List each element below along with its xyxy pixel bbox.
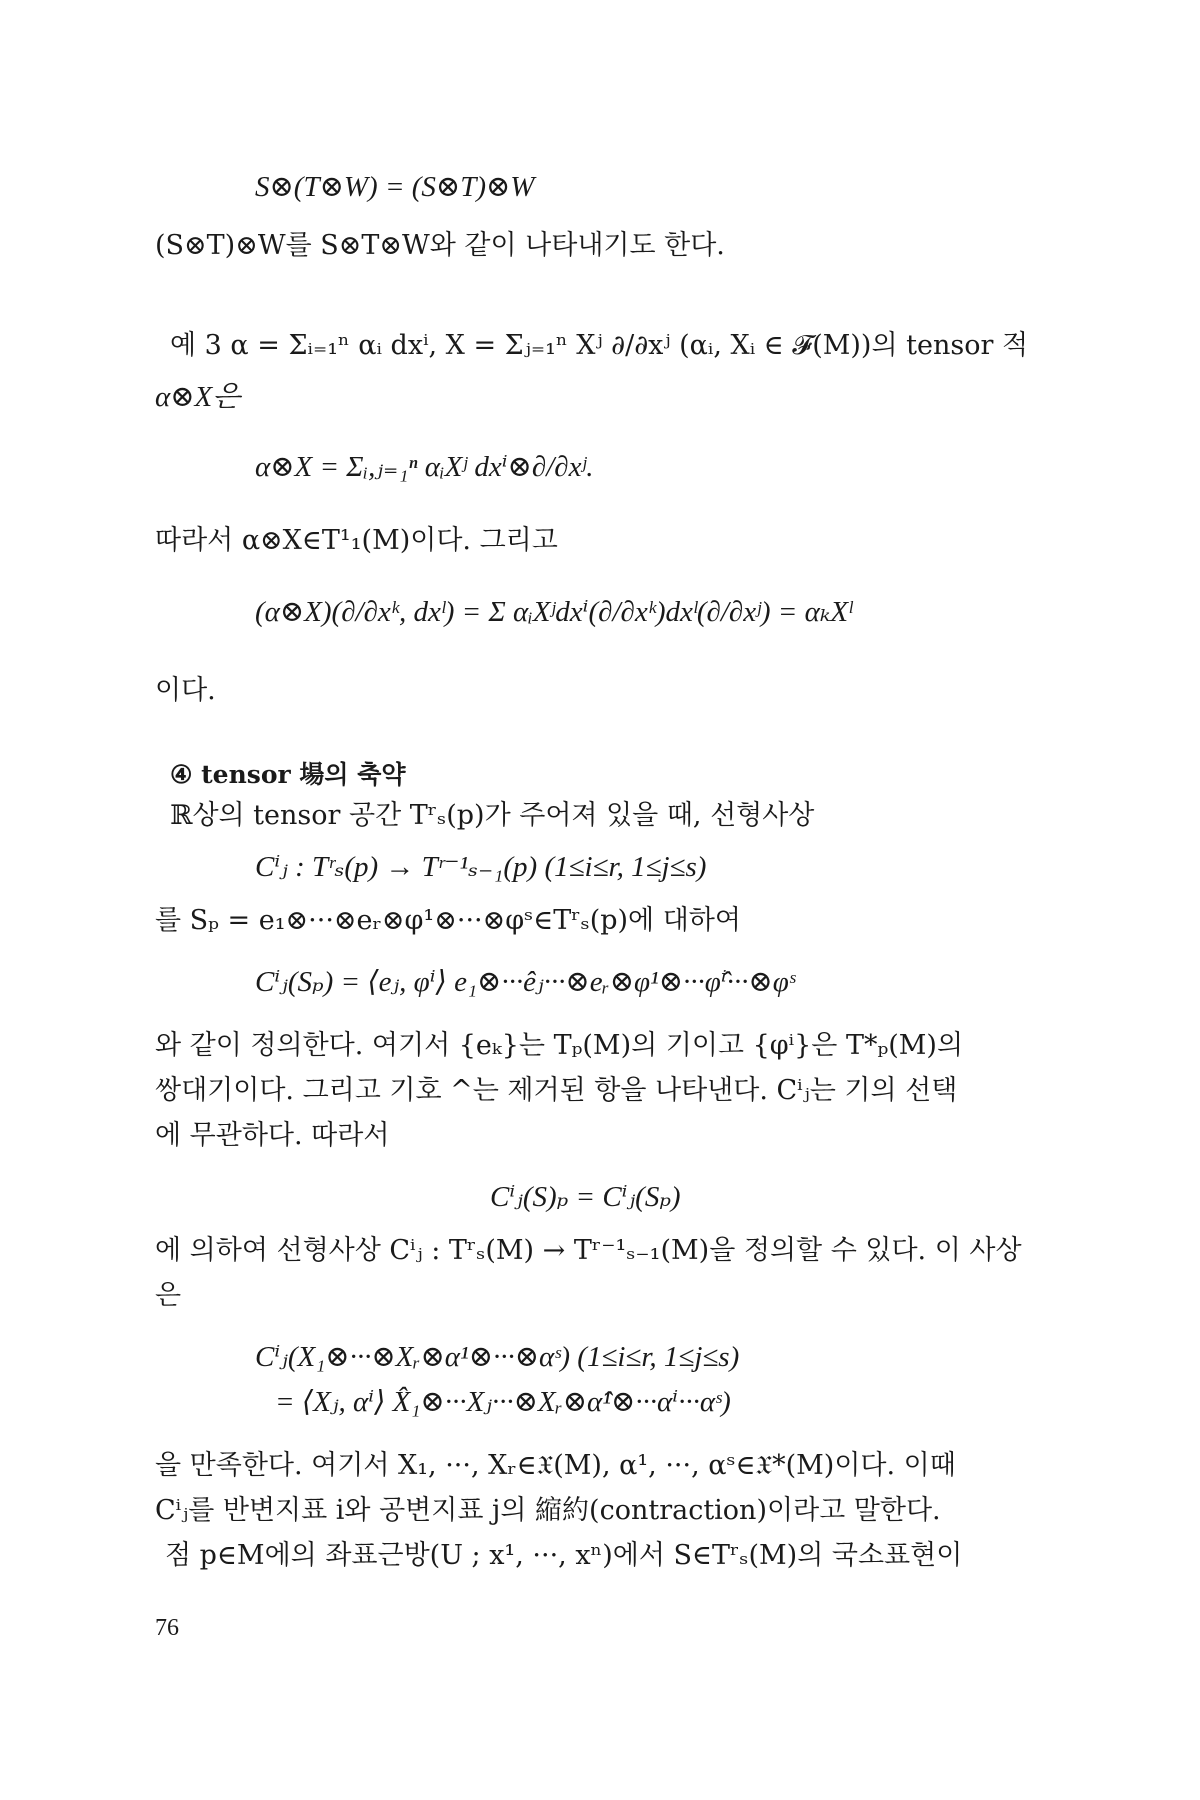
- associativity-note: (S⊗T)⊗W를 S⊗T⊗W와 같이 나타내기도 한다.: [155, 230, 725, 261]
- ida-line: 이다.: [155, 675, 216, 706]
- equation-tensor-product: α⊗X = Σᵢ,ⱼ₌₁ⁿ αᵢXʲ dxⁱ⊗∂/∂xʲ.: [255, 451, 594, 483]
- example-3-continuation: α⊗X은: [155, 381, 241, 413]
- page-number: 76: [155, 1615, 179, 1641]
- therefore-line: 따라서 α⊗X∈T¹₁(M)이다. 그리고: [155, 525, 558, 556]
- equation-satisfy-line-1: Cⁱⱼ(X₁⊗···⊗Xᵣ⊗α¹⊗···⊗αˢ) (1≤i≤r, 1≤j≤s): [255, 1341, 740, 1373]
- paragraph-1-line-3: 에 무관하다. 따라서: [155, 1120, 390, 1151]
- example-3-statement: 예 3 α = Σᵢ₌₁ⁿ αᵢ dxⁱ, X = Σⱼ₌₁ⁿ Xʲ ∂/∂xʲ (αᵢ, Xᵢ ∈ 𝓕(M))의 tensor 적: [170, 330, 1029, 361]
- paragraph-2-line-2: 은: [155, 1280, 182, 1311]
- contraction-for: 를 Sₚ = e₁⊗···⊗eᵣ⊗φ¹⊗···⊗φˢ∈Tʳₛ(p)에 대하여: [155, 905, 741, 936]
- equation-contraction-map: Cⁱⱼ : Tʳₛ(p) → Tʳ⁻¹ₛ₋₁(p) (1≤i≤r, 1≤j≤s): [255, 851, 707, 883]
- paragraph-3-line-1: 을 만족한다. 여기서 X₁, ···, Xᵣ∈𝔛(M), α¹, ···, αˢ∈𝔛*(M)이다. 이때: [155, 1450, 956, 1481]
- paragraph-2-line-1: 에 의하여 선형사상 Cⁱⱼ : Tʳₛ(M) → Tʳ⁻¹ₛ₋₁(M)을 정의할 수 있다. 이 사상: [155, 1235, 1022, 1266]
- contraction-intro: ℝ상의 tensor 공간 Tʳₛ(p)가 주어져 있을 때, 선형사상: [170, 800, 815, 831]
- equation-satisfy-line-2: = ⟨Xⱼ, αⁱ⟩ X̂₁⊗···Xⱼ···⊗Xᵣ⊗α̂¹⊗···αⁱ···αˢ): [275, 1386, 731, 1418]
- paragraph-3-line-2: Cⁱⱼ를 반변지표 i와 공변지표 j의 縮約(contraction)이라고 말한다.: [155, 1495, 941, 1526]
- paragraph-1-line-1: 와 같이 정의한다. 여기서 {eₖ}는 Tₚ(M)의 기이고 {φⁱ}은 T*ₚ(M)의: [155, 1030, 964, 1061]
- equation-associativity: S⊗(T⊗W) = (S⊗T)⊗W: [255, 171, 535, 203]
- paragraph-3-line-3: 점 p∈M에의 좌표근방(U ; x¹, ···, xⁿ)에서 S∈Tʳₛ(M)의 국소표현이: [165, 1540, 963, 1571]
- equation-contraction-definition: Cⁱⱼ(Sₚ) = ⟨eⱼ, φⁱ⟩ e₁⊗···êⱼ···⊗eᵣ⊗φ¹⊗···φ̂ⁱ···⊗φˢ: [255, 966, 795, 998]
- paragraph-1-line-2: 쌍대기이다. 그리고 기호 ^는 제거된 항을 나타낸다. Cⁱⱼ는 기의 선택: [155, 1075, 958, 1106]
- equation-pointwise: Cⁱⱼ(S)ₚ = Cⁱⱼ(Sₚ): [490, 1181, 681, 1213]
- section-heading: ④ tensor 場의 축약: [170, 760, 406, 789]
- equation-evaluation: (α⊗X)(∂/∂xᵏ, dxˡ) = Σ αᵢXʲdxⁱ(∂/∂xᵏ)dxˡ(∂/∂xʲ) = αₖXˡ: [255, 596, 853, 628]
